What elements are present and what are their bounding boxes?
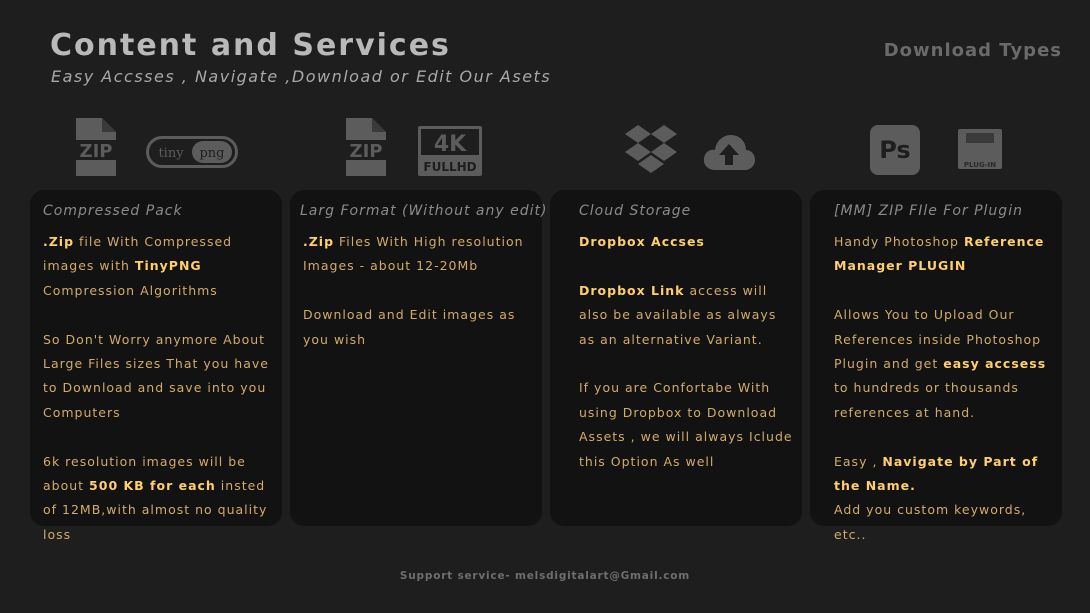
dropbox-icon <box>625 123 677 175</box>
card-body <box>834 230 1056 547</box>
card-paragraph: Easy , Navigate by Part of the Name. Add you custom keywords, etc.. <box>834 453 1039 542</box>
icon-row-large-format <box>340 118 490 182</box>
plugin-icon <box>958 129 1002 173</box>
photoshop-icon <box>870 125 920 175</box>
card-body <box>43 230 276 547</box>
icon-row-plugin <box>870 118 1010 182</box>
card-title: Cloud Storage <box>579 203 692 219</box>
card-paragraph: 6k resolution images will be about 500 KB for each insted of 12MB,with almost no quality loss <box>43 453 268 542</box>
icon-row-cloud <box>625 118 765 182</box>
card-paragraph: Download and Edit images as you wish <box>303 307 516 347</box>
svg-text:Ps: Ps <box>879 136 911 164</box>
4k-fullhd-badge-icon <box>417 125 483 177</box>
page-subtitle: Easy Accsses , Navigate ,Download or Edit Our Asets <box>51 67 552 86</box>
card-large-format <box>290 190 548 526</box>
svg-text:ZIP: ZIP <box>79 141 113 162</box>
card-paragraph: .Zip file With Compressed images with TinyPNG Compression Algorithms <box>43 234 233 298</box>
page-title: Content and Services <box>50 28 451 63</box>
card-compressed-pack <box>30 190 282 542</box>
svg-text:ZIP: ZIP <box>349 141 383 162</box>
card-cloud-storage <box>550 190 802 526</box>
zip-file-icon <box>70 118 122 176</box>
card-paragraph: Dropbox Accses <box>579 234 705 249</box>
svg-text:tiny: tiny <box>158 146 184 161</box>
card-paragraph: .Zip Files With High resolution Images - about 12-20Mb <box>303 234 524 274</box>
tinypng-badge-icon <box>146 136 238 172</box>
card-title: Compressed Pack <box>43 203 183 219</box>
download-types-heading: Download Types <box>883 40 1062 61</box>
card-body <box>303 230 536 352</box>
card-paragraph: Dropbox Link access will also be available as always as an alternative Variant. <box>579 282 777 347</box>
cloud-upload-icon <box>703 132 755 172</box>
card-paragraph: Allows You to Upload Our References inside Photoshop Plugin and get easy accsess to hundreds or thousands references at hand. <box>834 307 1047 420</box>
card-body <box>579 230 796 474</box>
card-zip-plugin <box>810 190 1062 542</box>
support-contact: Support service- melsdigitalart@Gmail.com <box>399 570 691 582</box>
icon-row-compressed <box>70 118 240 182</box>
svg-text:PLUG-IN: PLUG-IN <box>963 161 997 169</box>
card-paragraph: So Don't Worry anymore About Large Files sizes That you have to Download and save into you Computers <box>43 331 269 420</box>
svg-text:png: png <box>199 146 225 161</box>
zip-file-icon <box>340 118 392 176</box>
card-title: [MM] ZIP FIle For Plugin <box>834 203 1023 219</box>
svg-text:FULLHD: FULLHD <box>423 160 477 174</box>
svg-text:4K: 4K <box>433 132 467 157</box>
card-title: Larg Format (Without any edit) <box>300 203 548 219</box>
card-paragraph: Handy Photoshop Reference Manager PLUGIN <box>834 234 1045 274</box>
card-paragraph: If you are Confortabe With using Dropbox to Download Assets , we will always Iclude this Option As well <box>579 380 793 469</box>
